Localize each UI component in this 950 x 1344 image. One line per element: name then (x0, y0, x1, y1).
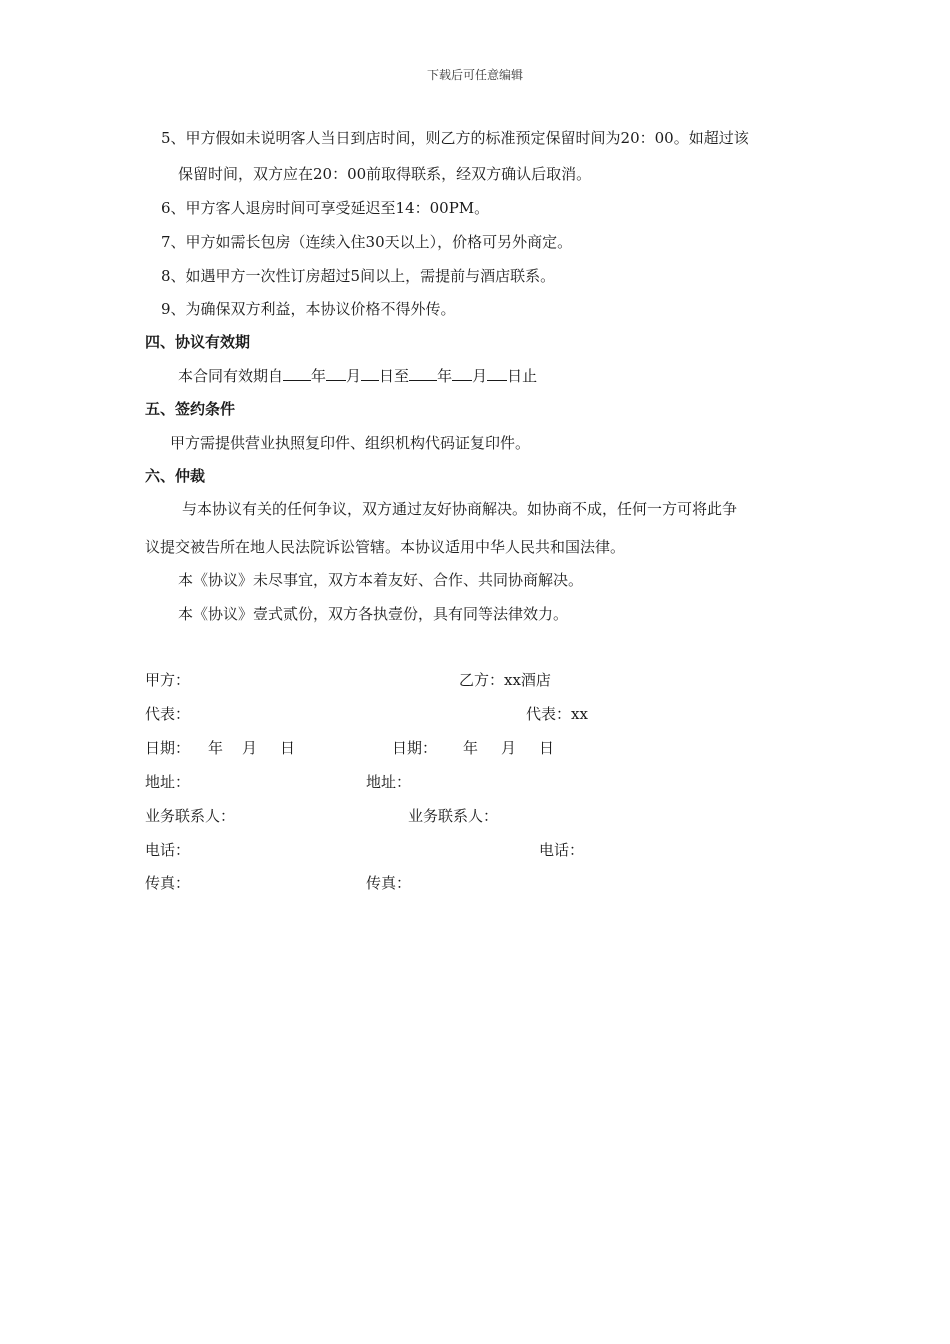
validity-text-start: 本合同有效期自 (178, 367, 284, 385)
validity-day-to: 日至 (379, 367, 410, 385)
arbitration-line-4: 本《协议》壹式贰份，双方各执壹份，具有同等法律效力。 (178, 605, 569, 623)
term-item-6: 6、甲方客人退房时间可享受延迟至14：00PM。 (161, 199, 490, 217)
term-item-9: 9、为确保双方利益，本协议价格不得外传。 (161, 300, 456, 318)
day-blank (361, 366, 379, 381)
phone-b-label: 电话： (539, 841, 585, 859)
rep-b-label: 代表：xx (526, 705, 588, 723)
date-a-day: 日 (280, 739, 296, 757)
term-item-8: 8、如遇甲方一次性订房超过5间以上，需提前与酒店联系。 (161, 267, 556, 285)
validity-year: 年 (311, 367, 327, 385)
date-b-day: 日 (539, 739, 555, 757)
date-a-month: 月 (242, 739, 258, 757)
validity-month: 月 (346, 367, 362, 385)
validity-period-line (178, 366, 537, 386)
date-b-label: 日期： (392, 739, 438, 757)
contact-b-label: 业务联系人： (408, 807, 499, 825)
section-6-heading: 六、仲裁 (145, 467, 206, 485)
phone-a-label: 电话： (145, 841, 191, 859)
date-a-year: 年 (208, 739, 224, 757)
contact-a-label: 业务联系人： (145, 807, 236, 825)
section-5-heading: 五、签约条件 (145, 400, 236, 418)
address-a-label: 地址： (145, 773, 191, 791)
date-a-label: 日期： (145, 739, 191, 757)
party-b-label: 乙方：xx酒店 (459, 671, 551, 689)
rep-a-label: 代表： (145, 705, 191, 723)
party-a-label: 甲方： (145, 671, 191, 689)
term-item-5-line-2: 保留时间，双方应在20：00前取得联系，经双方确认后取消。 (178, 165, 592, 183)
page-header-note: 下载后可任意编辑 (426, 68, 523, 82)
term-item-7: 7、甲方如需长包房（连续入住30天以上），价格可另外商定。 (161, 233, 573, 251)
date-b-month: 月 (501, 739, 517, 757)
day-blank (487, 366, 507, 381)
term-item-5-line-1: 5、甲方假如未说明客人当日到店时间，则乙方的标准预定保留时间为20：00。如超过该 (161, 129, 749, 147)
year-blank (283, 366, 311, 381)
date-b-year: 年 (463, 739, 479, 757)
year-blank (409, 366, 437, 381)
arbitration-line-3: 本《协议》未尽事宜，双方本着友好、合作、共同协商解决。 (178, 571, 584, 589)
section-4-heading: 四、协议有效期 (145, 333, 251, 351)
arbitration-line-2: 议提交被告所在地人民法院诉讼管辖。本协议适用中华人民共和国法律。 (145, 538, 626, 556)
fax-a-label: 传真： (145, 874, 191, 892)
arbitration-line-1: 与本协议有关的任何争议，双方通过友好协商解决。如协商不成，任何一方可将此争 (182, 500, 738, 518)
section-5-body: 甲方需提供营业执照复印件、组织机构代码证复印件。 (170, 434, 531, 452)
validity-day-end: 日止 (507, 367, 538, 385)
month-blank (326, 366, 346, 381)
fax-b-label: 传真： (366, 874, 412, 892)
validity-year-end: 年 (437, 367, 453, 385)
address-b-label: 地址： (366, 773, 412, 791)
validity-month-end: 月 (472, 367, 488, 385)
month-blank (452, 366, 472, 381)
